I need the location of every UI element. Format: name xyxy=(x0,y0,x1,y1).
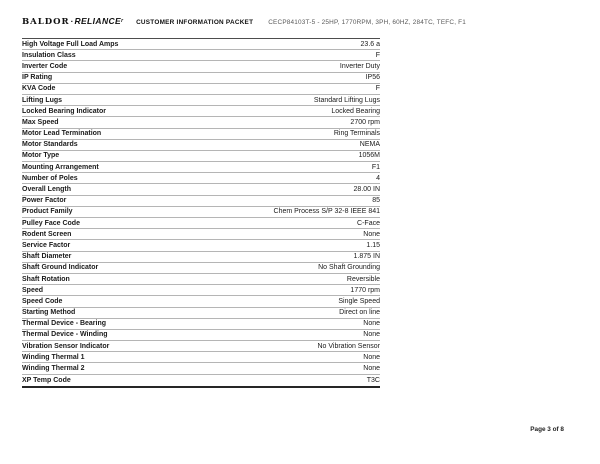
spec-value: 1.875 IN xyxy=(353,253,380,261)
page-number: Page 3 of 8 xyxy=(530,426,564,433)
spec-label: Rodent Screen xyxy=(22,230,72,238)
table-row xyxy=(22,341,380,352)
spec-value: IP56 xyxy=(365,74,380,82)
spec-label: Thermal Device - Winding xyxy=(22,331,108,339)
table-row xyxy=(22,218,380,229)
packet-title: CUSTOMER INFORMATION PACKET xyxy=(136,19,254,26)
spec-value: 1056M xyxy=(358,152,380,160)
spec-label: Max Speed xyxy=(22,118,59,126)
table-row xyxy=(22,375,380,386)
spec-value: Reversible xyxy=(346,275,380,283)
table-row xyxy=(22,308,380,319)
spec-value: 28.00 IN xyxy=(353,186,380,194)
table-row xyxy=(22,106,380,117)
table-row xyxy=(22,184,380,195)
table-row xyxy=(22,252,380,263)
spec-label: KVA Code xyxy=(22,85,56,93)
spec-value: 2700 rpm xyxy=(350,118,380,126)
table-row xyxy=(22,240,380,251)
spec-label: Shaft Ground Indicator xyxy=(22,264,99,272)
spec-value: Direct on line xyxy=(339,309,380,317)
spec-value: 1770 rpm xyxy=(350,286,380,294)
table-row xyxy=(22,39,380,50)
table-row xyxy=(22,296,380,307)
baldor-reliance-logo xyxy=(22,16,123,27)
spec-label: Insulation Class xyxy=(22,51,76,59)
spec-value: 23.6 a xyxy=(360,40,380,48)
table-row xyxy=(22,73,380,84)
spec-value: 4 xyxy=(376,174,380,182)
spec-value: None xyxy=(363,320,380,328)
spec-label: Inverter Code xyxy=(22,62,68,70)
spec-value: No Shaft Grounding xyxy=(318,264,380,272)
spec-value: Locked Bearing xyxy=(331,107,380,115)
spec-value: No Vibration Sensor xyxy=(317,342,380,350)
spec-label: IP Rating xyxy=(22,74,53,82)
spec-value: T3C xyxy=(366,376,380,384)
spec-label: Winding Thermal 2 xyxy=(22,365,85,373)
product-code: CECP84103T-5 - 25HP, 1770RPM, 3PH, 60HZ, 284TC, TEFC, F1 xyxy=(268,19,467,26)
spec-label: Vibration Sensor Indicator xyxy=(22,342,110,350)
logo-baldor-text: BALDOR xyxy=(22,17,70,27)
spec-value: Standard Lifting Lugs xyxy=(313,96,380,104)
spec-label: Service Factor xyxy=(22,241,71,249)
spec-value: Inverter Duty xyxy=(339,62,380,70)
spec-value: None xyxy=(363,331,380,339)
spec-value: None xyxy=(363,365,380,373)
spec-value: None xyxy=(363,353,380,361)
table-row xyxy=(22,162,380,173)
logo-trademark-icon: r xyxy=(121,18,124,24)
spec-label: XP Temp Code xyxy=(22,376,71,384)
spec-label: Power Factor xyxy=(22,197,67,205)
table-row xyxy=(22,196,380,207)
table-row xyxy=(22,95,380,106)
table-row xyxy=(22,274,380,285)
table-row xyxy=(22,140,380,151)
spec-label: Lifting Lugs xyxy=(22,96,63,104)
table-row xyxy=(22,173,380,184)
spec-value: Single Speed xyxy=(338,297,380,305)
table-row xyxy=(22,352,380,363)
table-row xyxy=(22,129,380,140)
spec-label: Motor Type xyxy=(22,152,60,160)
spec-label: Number of Poles xyxy=(22,174,78,182)
spec-label: Speed xyxy=(22,286,44,294)
spec-value: F1 xyxy=(371,163,380,171)
spec-label: High Voltage Full Load Amps xyxy=(22,40,119,48)
spec-value: 1.15 xyxy=(366,241,380,249)
spec-label: Motor Standards xyxy=(22,141,78,149)
spec-value: C-Face xyxy=(357,219,380,227)
spec-value: NEMA xyxy=(359,141,380,149)
spec-value: Chem Process S/P 32-8 IEEE 841 xyxy=(273,208,380,216)
table-row xyxy=(22,263,380,274)
table-row xyxy=(22,151,380,162)
spec-label: Winding Thermal 1 xyxy=(22,353,85,361)
table-row xyxy=(22,117,380,128)
table-row xyxy=(22,50,380,61)
spec-value: F xyxy=(375,85,380,93)
table-row xyxy=(22,330,380,341)
table-row xyxy=(22,363,380,374)
spec-label: Locked Bearing Indicator xyxy=(22,107,107,115)
spec-value: 85 xyxy=(372,197,380,205)
logo-reliance-text: RELIANCE xyxy=(74,16,122,26)
spec-label: Thermal Device - Bearing xyxy=(22,320,107,328)
spec-label: Product Family xyxy=(22,208,73,216)
spec-value: None xyxy=(363,230,380,238)
table-row xyxy=(22,285,380,296)
table-row xyxy=(22,229,380,240)
spec-label: Pulley Face Code xyxy=(22,219,80,227)
spec-label: Shaft Diameter xyxy=(22,253,72,261)
spec-value: F xyxy=(375,51,380,59)
spec-label: Speed Code xyxy=(22,297,63,305)
spec-label: Starting Method xyxy=(22,309,76,317)
spec-value: Ring Terminals xyxy=(333,130,380,138)
spec-table xyxy=(22,38,380,388)
table-row xyxy=(22,84,380,95)
spec-label: Mounting Arrangement xyxy=(22,163,99,171)
spec-label: Overall Length xyxy=(22,186,72,194)
table-row xyxy=(22,61,380,72)
logo-dot-separator: · xyxy=(70,16,74,26)
table-row xyxy=(22,207,380,218)
table-row xyxy=(22,319,380,330)
spec-label: Shaft Rotation xyxy=(22,275,70,283)
spec-label: Motor Lead Termination xyxy=(22,130,102,138)
page-header xyxy=(22,16,466,27)
